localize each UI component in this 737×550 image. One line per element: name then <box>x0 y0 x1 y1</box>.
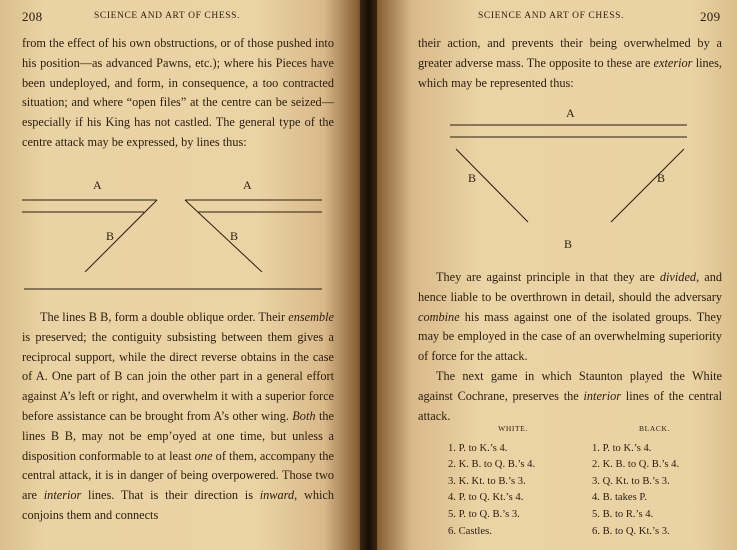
left-page <box>0 0 368 550</box>
black-move: 4. B. takes P. <box>592 492 647 504</box>
black-move: 6. B. to Q. Kt.’s 3. <box>592 525 670 537</box>
right-running-title: SCIENCE AND ART OF CHESS. <box>478 11 624 21</box>
black-move: 5. B. to R.’s 4. <box>592 508 654 520</box>
black-move: 1. P. to K.’s 4. <box>592 442 652 454</box>
diagram-label-a-left: A <box>93 178 102 192</box>
line-b-left <box>456 149 528 222</box>
diagram-label-b-right: B <box>657 171 666 185</box>
diagram-label-b-bottom: B <box>564 237 573 251</box>
white-moves-column <box>448 421 578 540</box>
right-page <box>368 0 737 550</box>
white-header: WHITE. <box>498 424 528 433</box>
exterior-lines-diagram <box>368 100 737 260</box>
line-b-right <box>185 200 262 272</box>
line-b-right <box>611 149 684 222</box>
white-move: 1. P. to K.’s 4. <box>448 442 508 454</box>
line-b-left <box>85 200 157 272</box>
white-move: 2. K. B. to Q. B.’s 4. <box>448 459 536 471</box>
white-move: 3. K. Kt. to B.’s 3. <box>448 475 526 487</box>
white-move: 6. Castles. <box>448 525 492 537</box>
white-move: 5. P. to Q. B.’s 3. <box>448 508 520 520</box>
diagram-label-a-right: A <box>243 178 252 192</box>
right-first-paragraph: their action, and prevents their being overwhelmed by a greater adverse mass. The opposite to these are exterior lines, which may be represented thus: <box>418 36 722 90</box>
left-page-header <box>22 9 322 25</box>
left-page-number: 208 <box>22 9 43 24</box>
black-move: 2. K. B. to Q. B.’s 4. <box>592 459 680 471</box>
white-move: 4. P. to Q. Kt.’s 4. <box>448 492 524 504</box>
right-page-number: 209 <box>700 9 721 24</box>
book-gutter <box>360 0 377 550</box>
left-running-title: SCIENCE AND ART OF CHESS. <box>94 11 240 21</box>
diagram-label-b-left: B <box>106 229 115 243</box>
diagram-label-b-right: B <box>230 229 239 243</box>
left-intro-paragraph: from the effect of his own obstructions, or of those pushed into his position—as advanced Pawns, etc.); where his Pieces have been undeployed, and form, in consequence, a too contracted situation; and where “open files” at the centre can be seized—especially if his King has not castled. The general type of the centre attack may be expressed, by lines thus: <box>22 36 334 149</box>
black-move: 3. Q. Kt. to B.’s 3. <box>592 475 670 487</box>
black-header: BLACK. <box>639 424 670 433</box>
diagram-label-b-left: B <box>468 171 477 185</box>
right-second-paragraph: They are against principle in that they are divided, and hence liable to be overthrown in detail, should the adversary combine his mass against one of the isolated groups. They may be employed in the case of an overwhelming superiority of force for the attack. The next game in which Staunton played the White against Cochrane, preserves the interior lines of the central attack. <box>418 270 722 423</box>
diagram-label-a: A <box>566 106 575 120</box>
centre-attack-diagram <box>0 170 360 300</box>
black-moves-column <box>592 421 717 540</box>
left-second-paragraph: The lines B B, form a double oblique order. Their ensemble is preserved; the contiguity subsisting between them gives a reciprocal support, while the direct reverse obtains in the case of A. One part of B can join the other part in a general effort against A’s left or right, and overwhelm it with a superior force before assistance can be brought from A’s other wing. Both the lines B B, may not be emp’oyed at one time, but unless a disposition conformable to at least one of them, accompany the central attack, it is in danger of being overpowered. Those two are interior lines. That is their direction is inward, which conjoins them and connects <box>22 310 335 522</box>
